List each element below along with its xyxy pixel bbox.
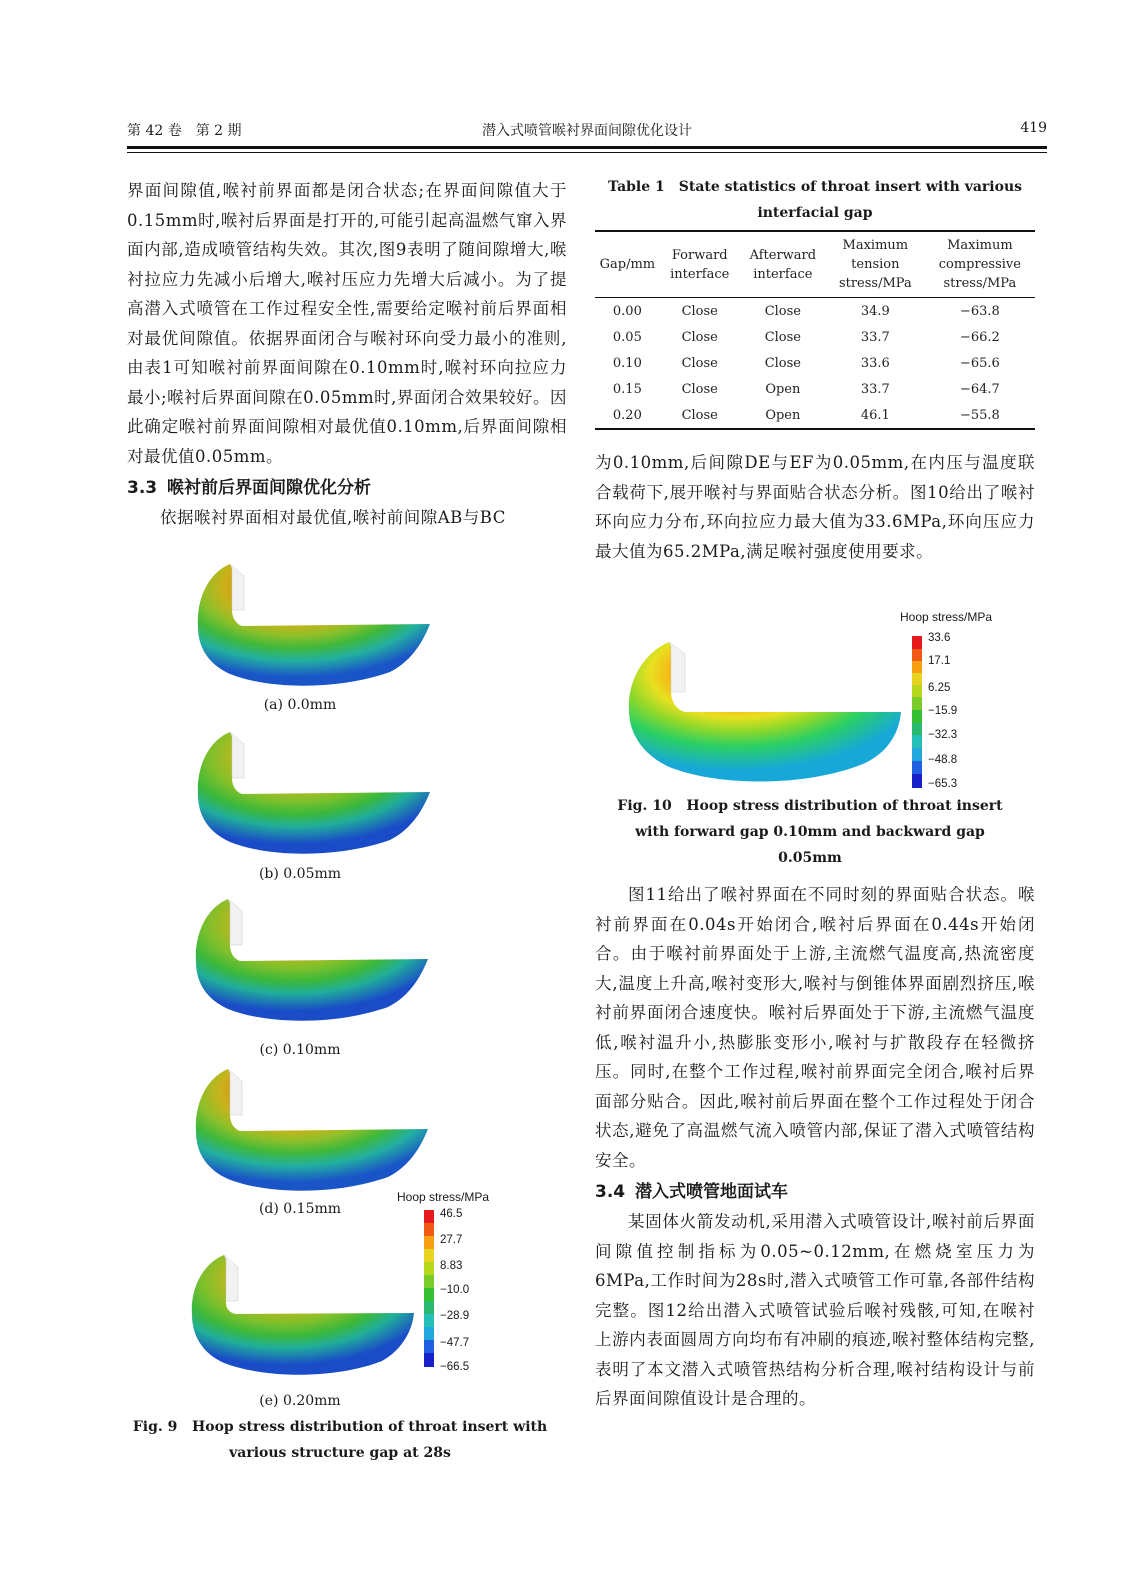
- fig9-subcaption-b: (b) 0.05mm: [258, 866, 342, 882]
- header-rule-thin: [127, 152, 1047, 153]
- table-cell: Close: [681, 381, 718, 397]
- table-cell: Close: [764, 355, 801, 371]
- fig9a-contour-image: [190, 562, 440, 692]
- fig9-panel-a: [190, 562, 440, 692]
- right-column-top: [595, 448, 1035, 566]
- table1-caption: [595, 174, 1035, 226]
- fig9-legend-value: −10.0: [440, 1284, 470, 1296]
- table-cell: −63.8: [959, 303, 1000, 319]
- fig9-subcaption-d: (d) 0.15mm: [258, 1201, 342, 1217]
- table-cell: −55.8: [959, 407, 1000, 423]
- fig9-caption-text: Hoop stress distribution of throat insert with various structure gap at 28s: [192, 1419, 548, 1461]
- table-cell: −65.6: [959, 355, 1000, 371]
- fig10-legend-title: Hoop stress/MPa: [900, 610, 993, 624]
- fig9-subcaption-a: (a) 0.0mm: [263, 697, 337, 713]
- table1: [595, 230, 1035, 430]
- fig9-legend-value: −47.7: [440, 1337, 470, 1349]
- fig9-panel-e: [186, 1253, 421, 1383]
- table1-header-cell: Maximum compressive stress/MPa: [938, 238, 1021, 291]
- table-row: [595, 324, 1035, 350]
- fig10-legend-value: 6.25: [928, 682, 951, 694]
- table-row: [595, 402, 1035, 429]
- fig9-legend-title: Hoop stress/MPa: [397, 1190, 490, 1204]
- fig10-legend-value: 17.1: [928, 655, 951, 667]
- fig10-legend-value: −65.3: [928, 778, 958, 790]
- section-title: 喉衬前后界面间隙优化分析: [167, 478, 371, 498]
- page-number: 419: [1020, 120, 1047, 136]
- table-cell: 33.6: [860, 355, 890, 371]
- fig10-legend-value: −15.9: [928, 705, 958, 717]
- fig9-panel-c: [188, 897, 438, 1027]
- journal-title: 潜入式喷管喉衬界面间隙优化设计: [482, 123, 692, 139]
- left-paragraph-1: 界面间隙值,喉衬前界面都是闭合状态;在界面间隙值大于0.15mm时,喉衬后界面是打开的,可能引起高温燃气窜入界面内部,造成喷管结构失效。其次,图9表明了随间隙增大,喉衬拉应力先减小后增大,喉衬压应力先增大后减小。为了提高潜入式喷管在工作过程安全性,需要给定喉衬前后界面相对最优间隙值。依据界面闭合与喉衬环向受力最小的准则,由表1可知喉衬前界面间隙在0.10mm时,喉衬环向拉应力最小;喉衬后界面间隙在0.05mm时,界面闭合效果较好。因此确定喉衬前界面间隙相对最优值0.10mm,后界面间隙相对最优值0.05mm。: [127, 181, 567, 466]
- fig9d-contour-image: [188, 1067, 438, 1197]
- fig10-caption-text: Hoop stress distribution of throat insert with forward gap 0.10mm and backward gap 0.05mm: [635, 798, 1003, 866]
- table-cell: Close: [681, 329, 718, 345]
- table1-header-cell: Forward interface: [670, 247, 730, 282]
- section-title: 潜入式喷管地面试车: [635, 1182, 788, 1202]
- table-cell: 0.00: [612, 303, 642, 319]
- left-column: [127, 176, 567, 533]
- table-cell: 33.7: [860, 329, 890, 345]
- fig9b-contour-image: [190, 730, 440, 860]
- right-paragraph-2: 图11给出了喉衬界面在不同时刻的界面贴合状态。喉衬前界面在0.04s开始闭合,喉衬后界面在0.44s开始闭合。由于喉衬前界面处于上游,主流燃气温度高,热流密度大,温度上升高,喉衬变形大,喉衬与倒锥体界面剧烈挤压,喉衬前界面闭合速度快。喉衬后界面处于下游,主流燃气温度低,喉衬温升小,热膨胀变形小,喉衬与扩散段存在轻微挤压。同时,在整个工作过程,喉衬前界面完全闭合,喉衬后界面部分贴合。因此,喉衬前后界面在整个工作过程处于闭合状态,避免了高温燃气流入喷管内部,保证了潜入式喷管结构安全。: [595, 885, 1035, 1170]
- table-cell: −64.7: [959, 381, 1000, 397]
- fig9-legend-value: 27.7: [440, 1234, 463, 1246]
- table-cell: Open: [765, 381, 801, 397]
- fig9-caption-label: Fig. 9: [132, 1419, 178, 1435]
- fig9c-contour-image: [188, 897, 438, 1027]
- running-header: [127, 120, 1047, 142]
- table-cell: 0.10: [612, 355, 642, 371]
- table-row: [595, 350, 1035, 376]
- fig9-legend-value: −66.5: [440, 1361, 470, 1373]
- header-rule-thick: [127, 146, 1047, 149]
- fig9-panel-b: [190, 730, 440, 860]
- right-paragraph-3: 某固体火箭发动机,采用潜入式喷管设计,喉衬前后界面间隙值控制指标为0.05~0.12mm,在燃烧室压力为6MPa,工作时间为28s时,潜入式喷管工作可靠,各部件结构完整。图12给出潜入式喷管试验后喉衬残骸,可知,在喉衬上游内表面圆周方向均布有冲刷的痕迹,喉衬整体结构完整,表明了本文潜入式喷管热结构分析合理,喉衬结构设计与前后界面间隙值设计是合理的。: [595, 1212, 1035, 1408]
- table1-caption-label: Table 1: [607, 179, 665, 195]
- fig9-legend-value: −28.9: [440, 1310, 470, 1322]
- table-cell: 0.05: [612, 329, 642, 345]
- table1-caption-text: State statistics of throat insert with various interfacial gap: [678, 179, 1023, 221]
- section-number: 3.3: [127, 478, 158, 498]
- fig9e-contour-image: [186, 1253, 421, 1383]
- table1-block: [595, 174, 1035, 430]
- fig9-panel-d: [188, 1067, 438, 1197]
- fig9-legend-value: 46.5: [440, 1208, 463, 1220]
- right-paragraph-1: 为0.10mm,后间隙DE与EF为0.05mm,在内压与温度联合载荷下,展开喉衬与界面贴合状态分析。图10给出了喉衬环向应力分布,环向拉应力最大值为33.6MPa,环向压应力最大值为65.2MPa,满足喉衬强度使用要求。: [595, 453, 1035, 561]
- table1-header-row: [595, 231, 1035, 298]
- table-cell: Close: [681, 407, 718, 423]
- table-cell: Close: [764, 329, 801, 345]
- table-row: [595, 298, 1035, 325]
- fig10-caption-label: Fig. 10: [617, 798, 672, 814]
- table1-header-cell: Gap/mm: [599, 257, 656, 272]
- section-number: 3.4: [595, 1182, 626, 1202]
- left-paragraph-2: 依据喉衬界面相对最优值,喉衬前间隙AB与BC: [160, 508, 506, 527]
- volume-issue: 第 42 卷 第 2 期: [127, 123, 242, 139]
- table-cell: Close: [681, 303, 718, 319]
- table-cell: Open: [765, 407, 801, 423]
- table-cell: Close: [764, 303, 801, 319]
- table-cell: 0.20: [612, 407, 642, 423]
- fig10-legend-value: −48.8: [928, 754, 958, 766]
- table-cell: 34.9: [860, 303, 890, 319]
- fig10-caption: [610, 793, 1010, 871]
- fig10-panel: [623, 640, 908, 790]
- section-3-3-heading: [127, 473, 567, 503]
- fig9-subcaption-c: (c) 0.10mm: [259, 1042, 341, 1058]
- fig10-legend-value: −32.3: [928, 729, 958, 741]
- table-cell: 0.15: [612, 381, 642, 397]
- table1-header-cell: Maximum tension stress/MPa: [838, 238, 912, 291]
- fig10-contour-image: [623, 640, 908, 790]
- table1-header-cell: Afterward interface: [749, 247, 817, 282]
- right-column-bottom: [595, 880, 1035, 1414]
- section-3-4-heading: [595, 1177, 1035, 1207]
- fig9-legend-value: 8.83: [440, 1260, 463, 1272]
- table-cell: Close: [681, 355, 718, 371]
- fig10-legend-value: 33.6: [928, 632, 951, 644]
- table-row: [595, 376, 1035, 402]
- fig9-colorbar: [424, 1210, 436, 1368]
- fig10-colorbar: [912, 636, 924, 788]
- table-cell: 46.1: [860, 407, 890, 423]
- table-cell: 33.7: [860, 381, 890, 397]
- fig9-caption: [120, 1414, 560, 1466]
- table-cell: −66.2: [959, 329, 1000, 345]
- fig9-subcaption-e: (e) 0.20mm: [259, 1393, 341, 1409]
